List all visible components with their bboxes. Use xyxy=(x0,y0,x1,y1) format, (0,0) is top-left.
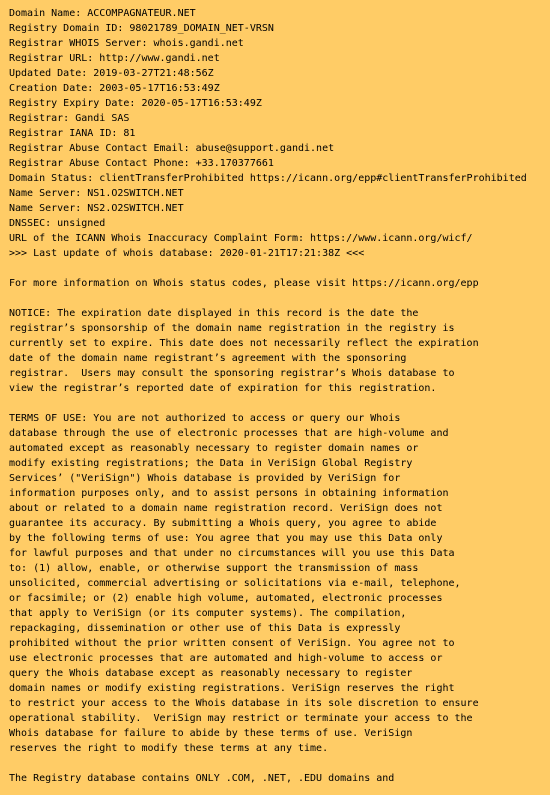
terms-line: guarantee its accuracy. By submitting a Whois query, you agree to abide xyxy=(9,518,437,529)
notice-line: registrar’s sponsorship of the domain name registration in the registry is xyxy=(9,323,455,334)
terms-line: operational stability. VeriSign may restrict or terminate your access to the xyxy=(9,713,473,724)
domain-status-line: Domain Status: clientTransferProhibited https://icann.org/epp#clientTransferProhibited xyxy=(9,173,527,184)
registry-domain-id-line: Registry Domain ID: 98021789_DOMAIN_NET-VRSN xyxy=(9,23,274,34)
blank-line xyxy=(9,756,550,771)
terms-line: to: (1) allow, enable, or otherwise support the transmission of mass xyxy=(9,563,419,574)
terms-line: query the Whois database except as reasonably necessary to register xyxy=(9,668,413,679)
terms-line: automated except as reasonably necessary to register domain names or xyxy=(9,443,419,454)
terms-line: prohibited without the prior written consent of VeriSign. You agree not to xyxy=(9,638,455,649)
iana-id-line: Registrar IANA ID: 81 xyxy=(9,128,136,139)
status-info-line: For more information on Whois status codes, please visit https://icann.org/epp xyxy=(9,278,479,289)
terms-line: or facsimile; or (2) enable high volume, automated, electronic processes xyxy=(9,593,443,604)
terms-line: Whois database for failure to abide by these terms of use. VeriSign xyxy=(9,728,413,739)
terms-line: by the following terms of use: You agree that you may use this Data only xyxy=(9,533,443,544)
terms-line: about or related to a domain name registration record. VeriSign does not xyxy=(9,503,443,514)
notice-line: view the registrar’s reported date of expiration for this registration. xyxy=(9,383,437,394)
icann-url-line: URL of the ICANN Whois Inaccuracy Complaint Form: https://www.icann.org/wicf/ xyxy=(9,233,473,244)
terms-line: modify existing registrations; the Data in VeriSign Global Registry xyxy=(9,458,413,469)
name-server-line: Name Server: NS1.O2SWITCH.NET xyxy=(9,188,184,199)
terms-line: TERMS OF USE: You are not authorized to access or query our Whois xyxy=(9,413,401,424)
notice-line: currently set to expire. This date does not necessarily reflect the expiration xyxy=(9,338,479,349)
blank-line xyxy=(9,396,550,411)
registry-note-line: The Registry database contains ONLY .COM, .NET, .EDU domains and xyxy=(9,773,395,784)
terms-line: reserves the right to modify these terms at any time. xyxy=(9,743,329,754)
notice-line: NOTICE: The expiration date displayed in this record is the date the xyxy=(9,308,419,319)
blank-line xyxy=(9,261,550,276)
whois-server-line: Registrar WHOIS Server: whois.gandi.net xyxy=(9,38,244,49)
terms-line: database through the use of electronic processes that are high-volume and xyxy=(9,428,449,439)
notice-line: date of the domain name registrant’s agreement with the sponsoring xyxy=(9,353,407,364)
terms-paragraph xyxy=(9,411,550,756)
terms-line: for lawful purposes and that under no circumstances will you use this Data xyxy=(9,548,455,559)
terms-line: use electronic processes that are automated and high-volume to access or xyxy=(9,653,443,664)
terms-line: unsolicited, commercial advertising or solicitations via e-mail, telephone, xyxy=(9,578,461,589)
terms-line: Services’ ("VeriSign") Whois database is provided by VeriSign for xyxy=(9,473,401,484)
notice-line: registrar. Users may consult the sponsoring registrar’s Whois database to xyxy=(9,368,455,379)
registrar-line: Registrar: Gandi SAS xyxy=(9,113,130,124)
dnssec-line: DNSSEC: unsigned xyxy=(9,218,106,229)
domain-name-line: Domain Name: ACCOMPAGNATEUR.NET xyxy=(9,8,196,19)
abuse-phone-line: Registrar Abuse Contact Phone: +33.170377661 xyxy=(9,158,274,169)
creation-date-line: Creation Date: 2003-05-17T16:53:49Z xyxy=(9,83,220,94)
abuse-email-line: Registrar Abuse Contact Email: abuse@support.gandi.net xyxy=(9,143,335,154)
terms-line: that apply to VeriSign (or its computer systems). The compilation, xyxy=(9,608,407,619)
blank-line xyxy=(9,291,550,306)
expiry-date-line: Registry Expiry Date: 2020-05-17T16:53:49Z xyxy=(9,98,262,109)
last-update-line: >>> Last update of whois database: 2020-01-21T17:21:38Z <<< xyxy=(9,248,365,259)
updated-date-line: Updated Date: 2019-03-27T21:48:56Z xyxy=(9,68,214,79)
terms-line: to restrict your access to the Whois database in its sole discretion to ensure xyxy=(9,698,479,709)
terms-line: domain names or modify existing registrations. VeriSign reserves the right xyxy=(9,683,455,694)
notice-paragraph xyxy=(9,306,550,396)
name-server-line: Name Server: NS2.O2SWITCH.NET xyxy=(9,203,184,214)
terms-line: repackaging, dissemination or other use of this Data is expressly xyxy=(9,623,401,634)
terms-line: information purposes only, and to assist persons in obtaining information xyxy=(9,488,449,499)
registrar-url-line: Registrar URL: http://www.gandi.net xyxy=(9,53,220,64)
